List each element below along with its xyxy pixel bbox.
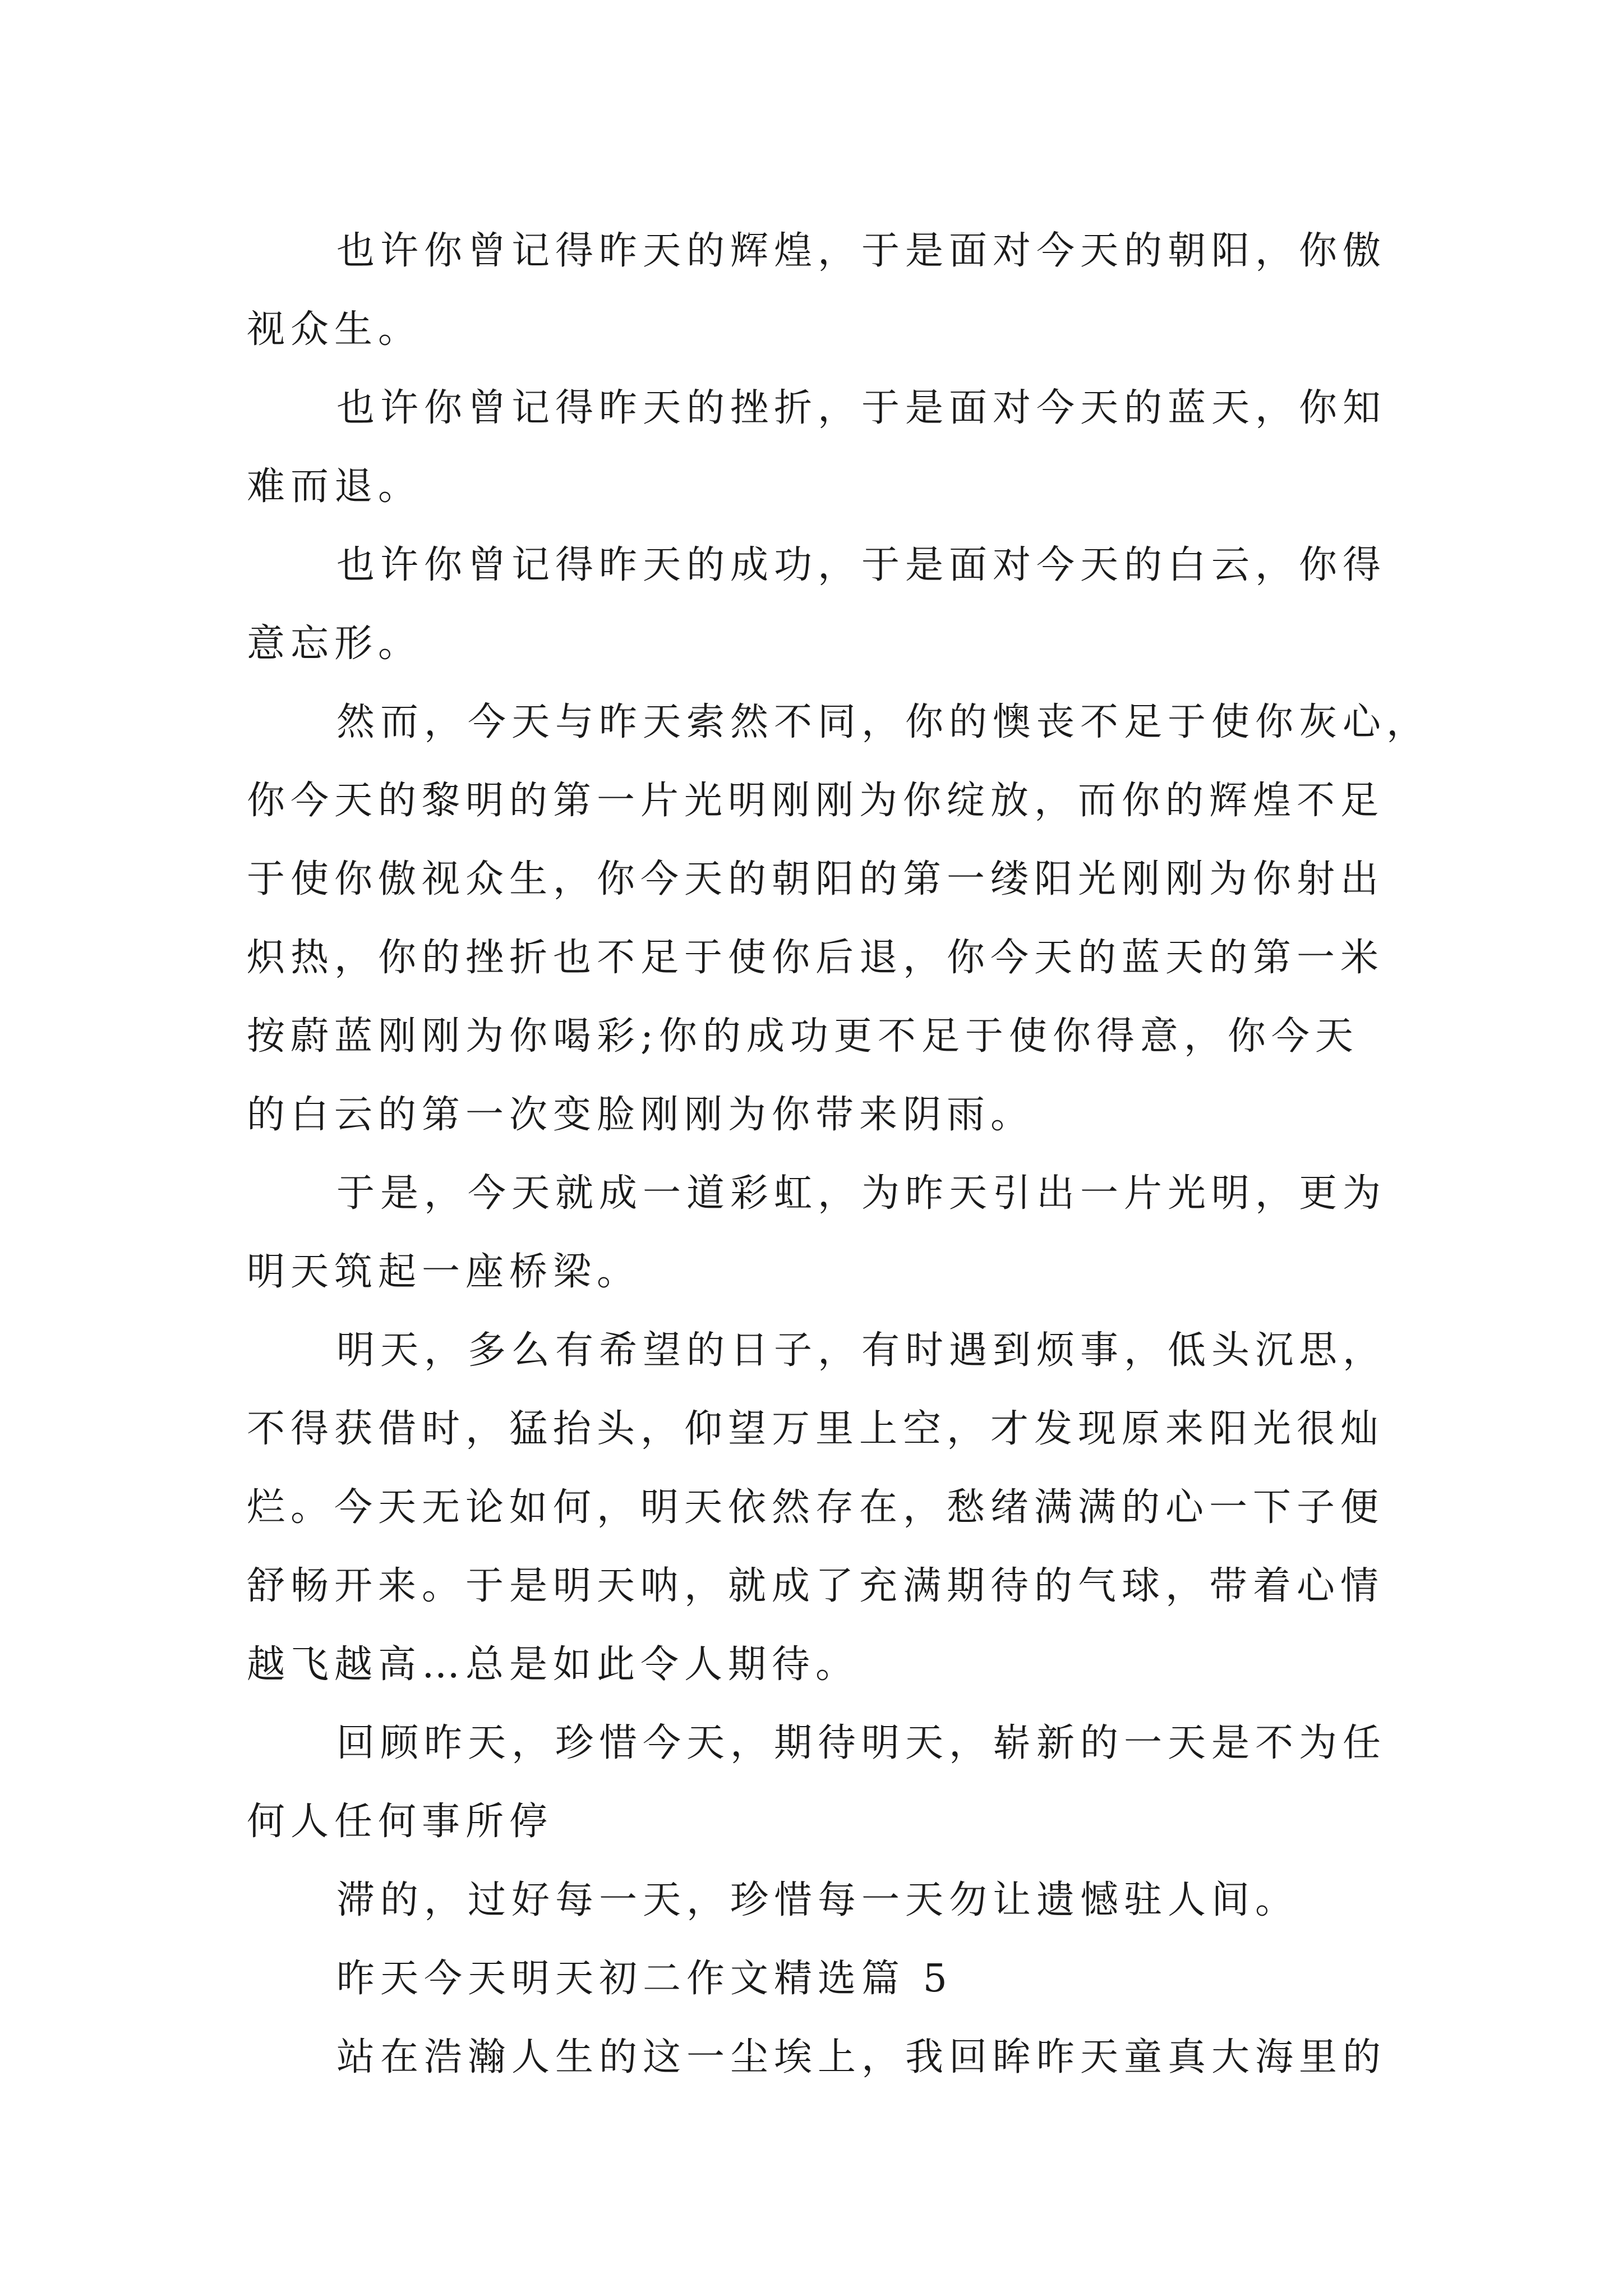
text-line: 滞的，过好每一天，珍惜每一天勿让遗憾驻人间。	[336, 1878, 1299, 1922]
text-line: 也许你曾记得昨天的成功，于是面对今天的白云，你得	[336, 543, 1387, 587]
text-line: 昨天今天明天初二作文精选篇 5	[336, 1957, 953, 2001]
text-line: 于使你傲视众生，你今天的朝阳的第一缕阳光刚刚为你射出	[247, 857, 1385, 901]
text-line: 于是，今天就成一道彩虹，为昨天引出一片光明，更为	[336, 1171, 1387, 1216]
text-line: 站在浩瀚人生的这一尘埃上，我回眸昨天童真大海里的	[336, 2035, 1387, 2079]
text-line: 按蔚蓝刚刚为你喝彩;你的成功更不足于使你得意，你今天	[247, 1014, 1359, 1059]
text-line: 然而，今天与昨天索然不同，你的懊丧不足于使你灰心，	[336, 700, 1431, 744]
text-line: 舒畅开来。于是明天呐，就成了充满期待的气球，带着心情	[247, 1564, 1385, 1608]
text-line: 明天筑起一座桥梁。	[247, 1250, 641, 1294]
body-text	[247, 212, 1431, 2097]
text-line: 明天，多么有希望的日子，有时遇到烦事，低头沉思，	[336, 1328, 1387, 1373]
text-line: 回顾昨天，珍惜今天，期待明天，崭新的一天是不为任	[336, 1721, 1387, 1765]
text-line: 意忘形。	[247, 622, 422, 666]
text-line: 的白云的第一次变脸刚刚为你带来阴雨。	[247, 1093, 1035, 1137]
text-line: 不得获借时，猛抬头，仰望万里上空，才发现原来阳光很灿	[247, 1407, 1385, 1451]
text-line: 视众生。	[247, 307, 422, 352]
text-line: 烂。今天无论如何，明天依然存在，愁绪满满的心一下子便	[247, 1485, 1385, 1530]
text-line: 也许你曾记得昨天的辉煌，于是面对今天的朝阳，你傲	[336, 229, 1387, 273]
text-line: 也许你曾记得昨天的挫折，于是面对今天的蓝天，你知	[336, 386, 1387, 430]
text-line: 难而退。	[247, 464, 422, 509]
text-line: 越飞越高…总是如此令人期待。	[247, 1642, 860, 1687]
text-line: 何人任何事所停	[247, 1800, 554, 1844]
text-line: 你今天的黎明的第一片光明刚刚为你绽放，而你的辉煌不足	[247, 779, 1385, 823]
text-line: 炽热，你的挫折也不足于使你后退，你今天的蓝天的第一米	[247, 936, 1385, 980]
